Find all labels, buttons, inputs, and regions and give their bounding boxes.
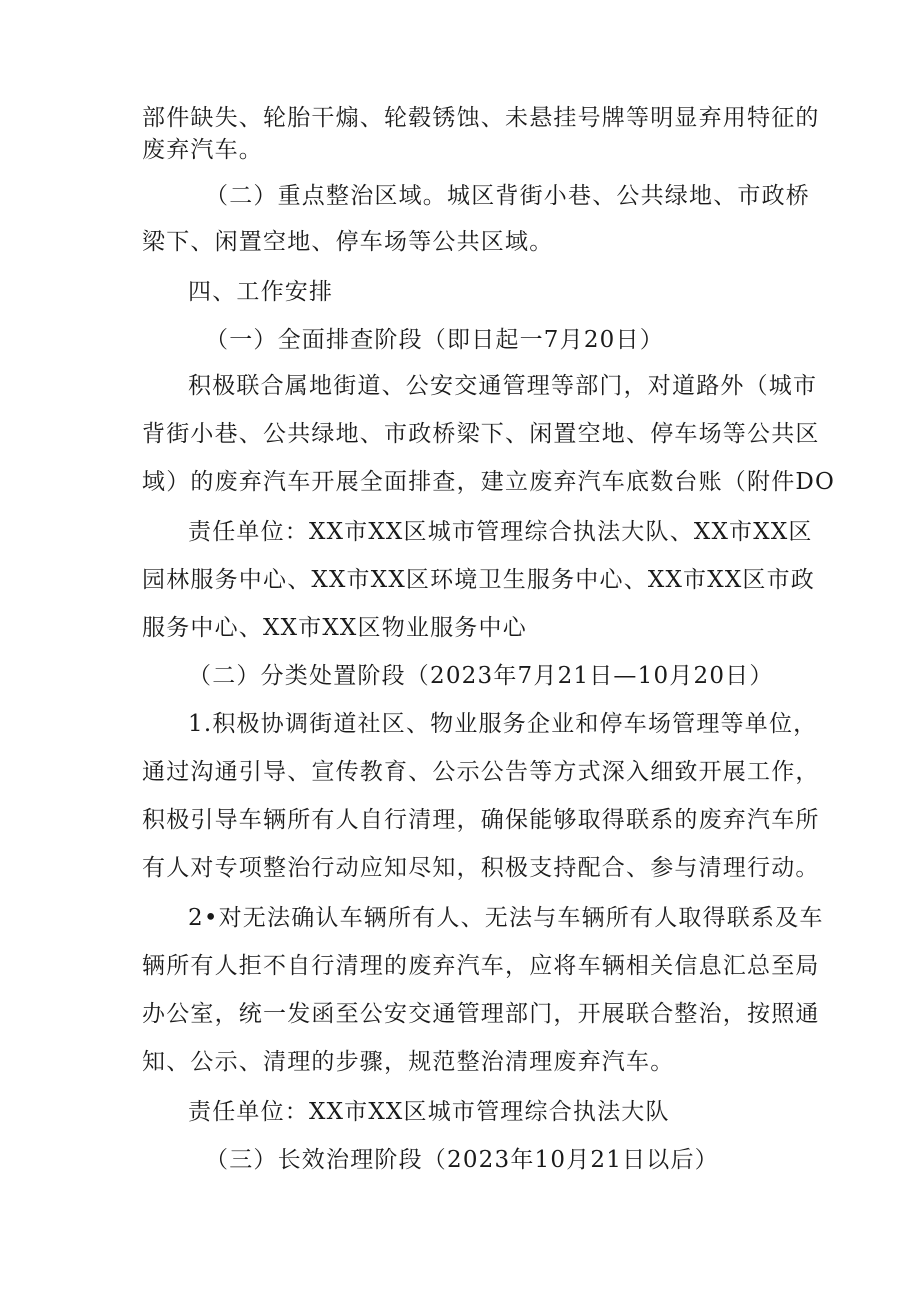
paragraph-line: 部件缺失、轮胎干煽、轮毂锈蚀、未悬挂号牌等明显弃用特征的 — [142, 105, 820, 131]
paragraph-line: 通过沟通引导、宣传教育、公示公告等方式深入细致开展工作， — [142, 759, 820, 785]
paragraph-line: 域）的废弃汽车开展全面排查，建立废弃汽车底数台账（附件DO — [142, 469, 836, 495]
section-heading: （一）全面排查阶段（即日起一7月20日） — [205, 327, 664, 353]
responsibility-line: 责任单位：XX市XX区城市管理综合执法大队 — [188, 1099, 670, 1125]
section-heading: 四、工作安排 — [188, 279, 334, 305]
paragraph-line: 2•对无法确认车辆所有人、无法与车辆所有人取得联系及车 — [188, 905, 824, 931]
section-heading: （二）重点整治区域。城区背街小巷、公共绿地、市政桥 — [205, 183, 810, 209]
paragraph-line: 知、公示、清理的步骤，规范整治清理废弃汽车。 — [142, 1049, 675, 1075]
paragraph-line: 办公室，统一发函至公安交通管理部门，开展联合整治，按照通 — [142, 1001, 820, 1027]
paragraph-line: 积极引导车辆所有人自行清理，确保能够取得联系的废弃汽车所 — [142, 807, 820, 833]
responsibility-line: 责任单位：XX市XX区城市管理综合执法大队、XX市XX区 — [188, 519, 813, 545]
paragraph-line: 辆所有人拒不自行清理的废弃汽车，应将车辆相关信息汇总至局 — [142, 953, 820, 979]
paragraph-line: 服务中心、XX市XX区物业服务中心 — [142, 615, 527, 641]
paragraph-line: 有人对专项整治行动应知尽知，积极支持配合、参与清理行动。 — [142, 855, 820, 881]
paragraph-line: 园林服务中心、XX市XX区环境卫生服务中心、XX市XX区市政 — [142, 567, 815, 593]
paragraph-line: 1.积极协调街道社区、物业服务企业和停车场管理等单位， — [188, 711, 818, 737]
paragraph-line: 背街小巷、公共绿地、市政桥梁下、闲置空地、停车场等公共区 — [142, 421, 820, 447]
paragraph-line: 废弃汽车。 — [142, 137, 263, 163]
paragraph-line: 梁下、闲置空地、停车场等公共区域。 — [142, 229, 554, 255]
paragraph-line: 积极联合属地街道、公安交通管理等部门，对道路外（城市 — [188, 373, 818, 399]
section-heading: （二）分类处置阶段（2023年7月21日—10月20日） — [188, 663, 774, 689]
section-heading: （三）长效治理阶段（2023年10月21日以后） — [205, 1147, 719, 1173]
